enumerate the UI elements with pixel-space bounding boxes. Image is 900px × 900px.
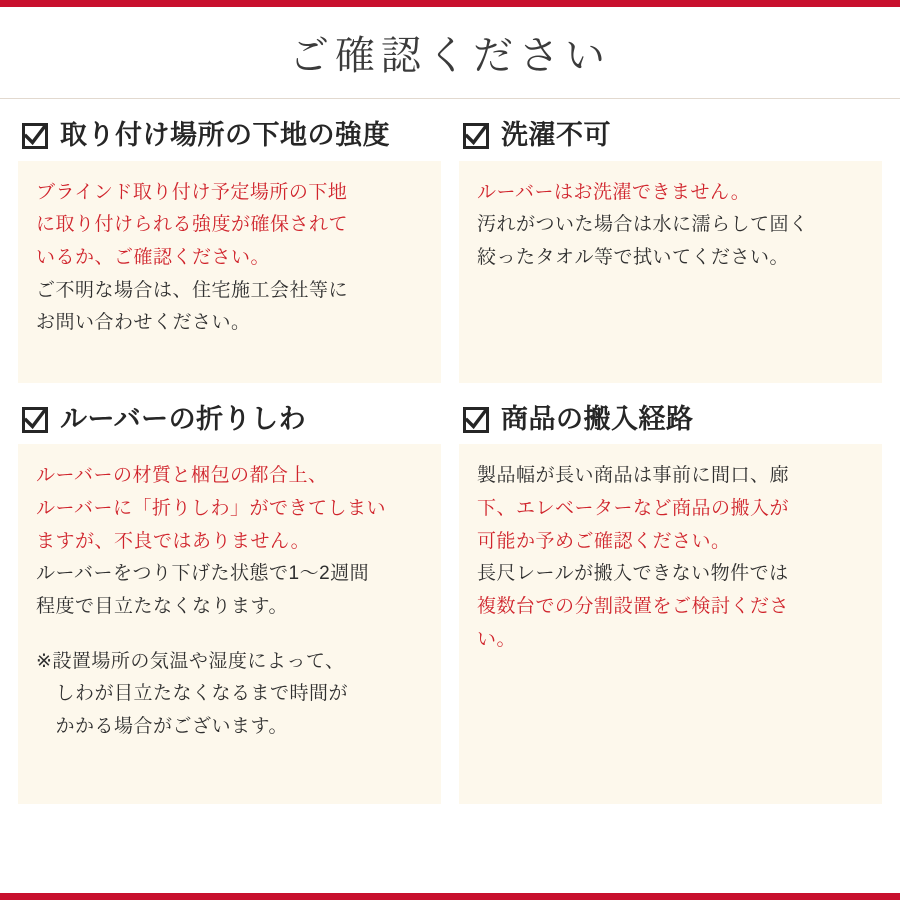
notice-card-body xyxy=(18,444,441,804)
notice-card-header xyxy=(459,389,882,445)
notice-line: 長尺レールが搬入できない物件では xyxy=(477,563,789,585)
notice-line: い。 xyxy=(477,628,517,650)
notice-card-title: 取り付け場所の下地の強度 xyxy=(60,120,390,150)
notice-card-body xyxy=(459,444,882,804)
notice-card xyxy=(459,121,882,383)
notice-line: 汚れがついた場合は水に濡らして固く xyxy=(477,214,809,236)
notice-line: ご不明な場合は、住宅施工会社等に xyxy=(36,279,349,301)
notice-card-body xyxy=(459,161,882,383)
notice-line: ブラインド取り付け予定場所の下地 xyxy=(36,181,348,203)
notice-card-header xyxy=(18,389,441,445)
notice-line: 程度で目立たなくなります。 xyxy=(36,596,288,618)
page-title: ご確認ください xyxy=(289,34,611,78)
notice-card xyxy=(18,389,441,805)
notice-line: ルーバーはお洗濯できません。 xyxy=(477,181,751,203)
notice-line: ますが、不良ではありません。 xyxy=(36,530,311,552)
notice-line: しわが目立たなくなるまで時間が xyxy=(36,683,349,705)
checkbox-checked-icon xyxy=(463,123,489,149)
notice-line: ※設置場所の気温や湿度によって、 xyxy=(36,650,345,672)
notice-line: いるか、ご確認ください。 xyxy=(36,247,271,269)
notice-card xyxy=(18,121,441,383)
notice-line: 可能か予めご確認ください。 xyxy=(477,530,731,552)
notice-line: ルーバーの材質と梱包の都合上、 xyxy=(36,465,328,487)
notice-card-title: 洗濯不可 xyxy=(501,120,611,150)
notice-card-body xyxy=(18,161,441,383)
notice-card-title: ルーバーの折りしわ xyxy=(60,403,307,434)
notice-card-header xyxy=(459,121,882,161)
notice-line: 複数台での分割設置をご検討くださ xyxy=(477,596,790,618)
notice-line: ルーバーに「折りしわ」ができてしまい xyxy=(36,498,387,520)
page-header xyxy=(0,7,900,99)
notice-line: ルーバーをつり下げた状態で1〜2週間 xyxy=(36,563,370,585)
notice-line: 絞ったタオル等で拭いてください。 xyxy=(477,247,790,269)
notice-line: 下、エレベーターなど商品の搬入が xyxy=(477,498,790,520)
notice-line: かかる場合がございます。 xyxy=(36,716,288,738)
checkbox-checked-icon xyxy=(463,407,489,433)
notice-card-header xyxy=(18,121,441,161)
notice-grid xyxy=(0,99,900,804)
notice-card-title: 商品の搬入経路 xyxy=(501,403,694,434)
notice-card xyxy=(459,389,882,805)
notice-line: に取り付けられる強度が確保されて xyxy=(36,214,349,236)
notice-line: 製品幅が長い商品は事前に間口、廊 xyxy=(477,465,790,487)
notice-line: お問い合わせください。 xyxy=(36,312,251,334)
checkbox-checked-icon xyxy=(22,123,48,149)
checkbox-checked-icon xyxy=(22,407,48,433)
